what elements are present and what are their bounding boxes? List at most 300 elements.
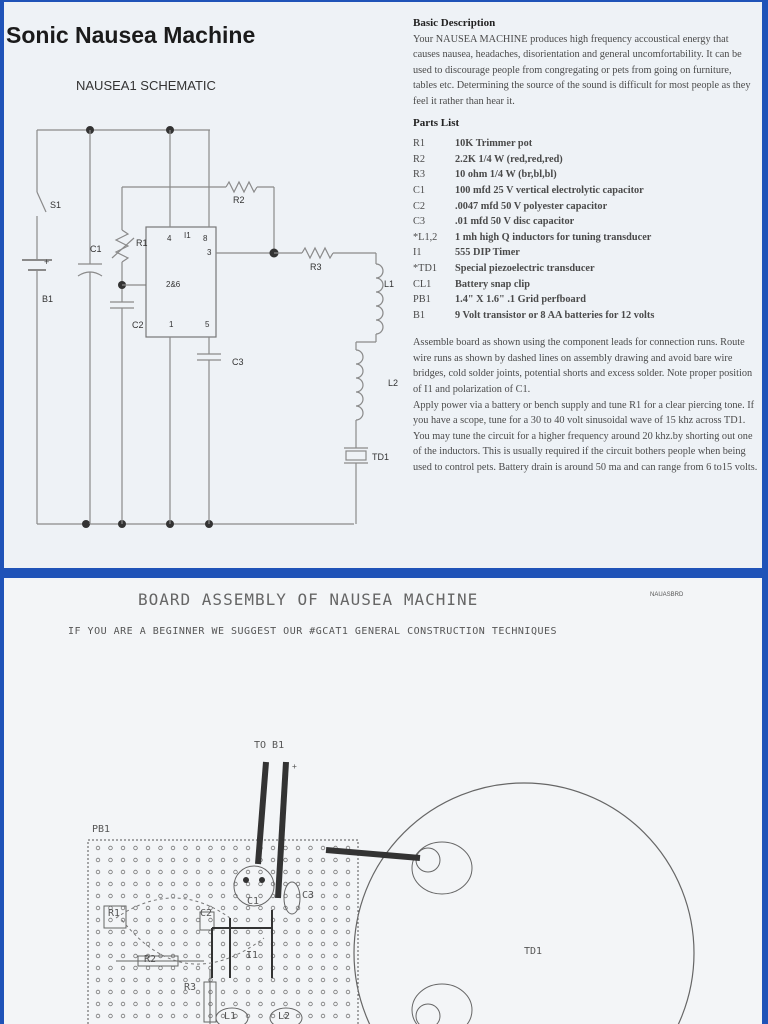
perfboard-hole: [296, 930, 300, 934]
perfboard-hole: [171, 1014, 175, 1018]
perfboard-hole: [196, 894, 200, 898]
parts-heading: Parts List: [413, 116, 460, 129]
perfboard-hole: [159, 882, 163, 886]
perfboard-hole: [334, 930, 338, 934]
perfboard-hole: [221, 846, 225, 850]
i1-label: I1: [246, 950, 259, 961]
perfboard-hole: [234, 858, 238, 862]
part-desc: 10 ohm 1/4 W (br,bl,bl): [455, 169, 557, 181]
schematic-title: NAUSEA1 SCHEMATIC: [76, 78, 216, 93]
perfboard-hole: [171, 966, 175, 970]
perfboard-hole: [121, 978, 125, 982]
perfboard-hole: [159, 1002, 163, 1006]
perfboard-hole: [259, 990, 263, 994]
perfboard-hole: [109, 942, 113, 946]
perfboard-hole: [234, 990, 238, 994]
perfboard-hole: [346, 954, 350, 958]
label-c3: C3: [232, 357, 244, 367]
perfboard-hole: [346, 858, 350, 862]
parts-list-item: [413, 199, 758, 215]
perfboard-hole: [184, 1002, 188, 1006]
resistor-r2: [226, 182, 257, 192]
perfboard-hole: [346, 966, 350, 970]
perfboard-hole: [171, 882, 175, 886]
perfboard-hole: [121, 894, 125, 898]
perfboard-hole: [171, 942, 175, 946]
plus-label: +: [292, 762, 297, 771]
parts-list: [413, 136, 758, 323]
perfboard-hole: [96, 1014, 100, 1018]
assembly-paragraph: Apply power via a battery or bench supply and tune R1 for a clear piercing tone. If you have a scope, tune for a 30 to 40 volt sinusoidal wave of 15 khz across TD1. You may tune the circuit for a higher frequency around 20 khz.by shorting out one of the inductors. This is usually required if the circuit bothers people when being used to control pets. Battery drain is around 50 ma and can range from 6 to15 volts.: [413, 399, 758, 474]
perfboard-hole: [246, 942, 250, 946]
solder-point: [243, 877, 249, 883]
label-pin3: 3: [207, 248, 212, 257]
perfboard-hole: [171, 918, 175, 922]
parts-list-item: [413, 230, 758, 246]
description-body: Your NAUSEA MACHINE produces high frequency accoustical energy that causes nausea, headaches, disorientation and general uncomfortability. It can be used to discourage people from congregating or pets from going on furniture, tables etc. Determining the source of the sound is difficult for most people as they feel it rather than hear it.: [413, 33, 751, 107]
perfboard-hole: [109, 858, 113, 862]
perfboard-hole: [196, 978, 200, 982]
perfboard-hole: [134, 966, 138, 970]
perfboard-hole: [271, 846, 275, 850]
perfboard-hole: [134, 954, 138, 958]
perfboard-hole: [234, 942, 238, 946]
perfboard-hole: [296, 942, 300, 946]
perfboard-hole: [259, 918, 263, 922]
perfboard-hole: [334, 882, 338, 886]
perfboard-hole: [96, 942, 100, 946]
perfboard-hole: [146, 906, 150, 910]
perfboard-hole: [184, 1014, 188, 1018]
part-id: R1: [413, 138, 426, 150]
label-r1: R1: [136, 238, 148, 248]
perfboard-hole: [334, 990, 338, 994]
perfboard-hole: [284, 942, 288, 946]
perfboard-hole: [121, 882, 125, 886]
perfboard-hole: [159, 846, 163, 850]
parts-list-item: [413, 292, 758, 308]
perfboard-hole: [334, 966, 338, 970]
perfboard-hole: [271, 1014, 275, 1018]
c1-label: C1: [247, 896, 260, 907]
part-desc: 555 DIP Timer: [455, 247, 520, 259]
transducer-tab: [412, 984, 472, 1024]
part-desc: Battery snap clip: [455, 278, 530, 290]
perfboard-hole: [309, 954, 313, 958]
label-pin5: 5: [205, 320, 210, 329]
perfboard-hole: [196, 858, 200, 862]
perfboard-hole: [321, 966, 325, 970]
perfboard-hole: [184, 930, 188, 934]
perfboard-hole: [221, 942, 225, 946]
perfboard-hole: [321, 882, 325, 886]
perfboard-hole: [121, 954, 125, 958]
inductor-l2: [356, 350, 363, 420]
perfboard-hole: [146, 942, 150, 946]
perfboard-hole: [221, 882, 225, 886]
perfboard-hole: [259, 942, 263, 946]
perfboard-hole: [159, 966, 163, 970]
perfboard-hole: [109, 882, 113, 886]
perfboard-hole: [346, 1002, 350, 1006]
perfboard-hole: [96, 894, 100, 898]
perfboard-hole: [96, 918, 100, 922]
perfboard-hole: [309, 990, 313, 994]
perfboard-hole: [321, 930, 325, 934]
perfboard-hole: [146, 1014, 150, 1018]
perfboard-hole: [159, 930, 163, 934]
perfboard-hole: [171, 858, 175, 862]
perfboard-hole: [121, 990, 125, 994]
perfboard-hole: [196, 990, 200, 994]
label-plus: +: [44, 257, 50, 267]
perfboard-hole: [121, 870, 125, 874]
perfboard-hole: [159, 918, 163, 922]
perfboard-hole: [159, 858, 163, 862]
perfboard-hole: [321, 942, 325, 946]
perfboard-hole: [346, 906, 350, 910]
perfboard-hole: [109, 1002, 113, 1006]
label-c2: C2: [132, 320, 144, 330]
perfboard-hole: [259, 978, 263, 982]
perfboard-hole: [234, 870, 238, 874]
perfboard-hole: [221, 954, 225, 958]
perfboard-hole: [259, 954, 263, 958]
label-pin8: 8: [203, 234, 208, 243]
part-desc: 100 mfd 25 V vertical electrolytic capacitor: [455, 184, 644, 196]
perfboard-hole: [334, 1014, 338, 1018]
perfboard-hole: [271, 990, 275, 994]
resistor-r1: [116, 230, 128, 262]
perfboard-hole: [96, 966, 100, 970]
perfboard-hole: [134, 990, 138, 994]
perfboard-hole: [309, 906, 313, 910]
perfboard-holes: [96, 846, 350, 1018]
perfboard-hole: [196, 846, 200, 850]
perfboard-hole: [134, 882, 138, 886]
transducer-td1-disc: [354, 783, 694, 1024]
perfboard-hole: [96, 858, 100, 862]
perfboard-hole: [184, 894, 188, 898]
perfboard-hole: [234, 966, 238, 970]
perfboard-hole: [246, 978, 250, 982]
part-desc: .01 mfd 50 V disc capacitor: [455, 216, 575, 228]
perfboard-hole: [296, 858, 300, 862]
label-b1: B1: [42, 294, 54, 304]
perfboard-hole: [171, 894, 175, 898]
part-desc: 1 mh high Q inductors for tuning transducer: [455, 231, 652, 243]
perfboard-hole: [321, 870, 325, 874]
perfboard-hole: [196, 966, 200, 970]
perfboard-hole: [334, 870, 338, 874]
perfboard-hole: [196, 870, 200, 874]
perfboard-hole: [171, 1002, 175, 1006]
r3-label: R3: [184, 982, 197, 993]
label-r2: R2: [233, 195, 245, 205]
perfboard-hole: [96, 978, 100, 982]
perfboard-hole: [121, 846, 125, 850]
perfboard-hole: [246, 990, 250, 994]
parts-list-item: [413, 245, 758, 261]
perfboard-hole: [146, 966, 150, 970]
perfboard-hole: [109, 966, 113, 970]
perfboard-hole: [334, 1002, 338, 1006]
perfboard-hole: [284, 846, 288, 850]
perfboard-hole: [109, 954, 113, 958]
perfboard-hole: [309, 858, 313, 862]
perfboard-hole: [184, 906, 188, 910]
perfboard-hole: [209, 858, 213, 862]
perfboard-hole: [221, 930, 225, 934]
part-desc: 10K Trimmer pot: [455, 138, 533, 150]
perfboard-hole: [121, 930, 125, 934]
perfboard-hole: [346, 978, 350, 982]
battery-lead-positive: [278, 762, 286, 898]
perfboard-hole: [334, 906, 338, 910]
perfboard-hole: [296, 978, 300, 982]
parts-list-item: [413, 136, 758, 152]
l1-label: L1: [224, 1011, 237, 1022]
perfboard-hole: [184, 942, 188, 946]
parts-list-item: [413, 183, 758, 199]
perfboard-hole: [109, 990, 113, 994]
perfboard-hole: [246, 858, 250, 862]
part-id: R2: [413, 153, 426, 165]
perfboard-hole: [96, 846, 100, 850]
perfboard-hole: [221, 966, 225, 970]
part-id: I1: [413, 247, 422, 259]
perfboard-hole: [309, 978, 313, 982]
label-r3: R3: [310, 262, 322, 272]
perfboard-hole: [259, 1002, 263, 1006]
perfboard-hole: [346, 942, 350, 946]
perfboard-hole: [296, 990, 300, 994]
l2-label: L2: [278, 1011, 291, 1022]
part-id: B1: [413, 309, 426, 321]
perfboard-hole: [271, 858, 275, 862]
perfboard-hole: [221, 918, 225, 922]
solder-point: [259, 877, 265, 883]
perfboard-hole: [121, 906, 125, 910]
label-s1: S1: [50, 200, 62, 210]
perfboard-hole: [109, 1014, 113, 1018]
part-id: C3: [413, 216, 426, 228]
label-l1: L1: [384, 279, 395, 289]
perfboard-hole: [134, 918, 138, 922]
perfboard-hole: [171, 906, 175, 910]
perfboard-hole: [221, 990, 225, 994]
perfboard-hole: [296, 954, 300, 958]
perfboard-hole: [159, 942, 163, 946]
perfboard-hole: [346, 918, 350, 922]
perfboard-hole: [321, 990, 325, 994]
perfboard-hole: [146, 870, 150, 874]
perfboard-hole: [234, 978, 238, 982]
perfboard-hole: [209, 870, 213, 874]
perfboard-hole: [309, 1002, 313, 1006]
perfboard-hole: [146, 846, 150, 850]
perfboard-hole: [271, 870, 275, 874]
perfboard-hole: [246, 930, 250, 934]
perfboard-hole: [121, 966, 125, 970]
perfboard-hole: [146, 990, 150, 994]
perfboard-hole: [121, 942, 125, 946]
label-pin26: 2&6: [166, 280, 181, 289]
perfboard-hole: [234, 930, 238, 934]
part-id: C1: [413, 184, 426, 196]
perfboard-hole: [184, 870, 188, 874]
board-title: BOARD ASSEMBLY OF NAUSEA MACHINE: [138, 590, 479, 609]
perfboard-hole: [209, 894, 213, 898]
perfboard-hole: [134, 870, 138, 874]
perfboard-hole: [271, 978, 275, 982]
perfboard-hole: [196, 942, 200, 946]
part-id: CL1: [413, 278, 432, 290]
perfboard-hole: [246, 918, 250, 922]
perfboard-hole: [184, 954, 188, 958]
perfboard-hole: [184, 966, 188, 970]
perfboard-hole: [96, 882, 100, 886]
perfboard-hole: [146, 930, 150, 934]
perfboard-hole: [171, 978, 175, 982]
perfboard-hole: [259, 966, 263, 970]
perfboard-hole: [321, 918, 325, 922]
perfboard-hole: [259, 906, 263, 910]
perfboard-hole: [309, 882, 313, 886]
perfboard-hole: [96, 870, 100, 874]
board-assembly-page: [4, 578, 762, 1024]
perfboard-hole: [134, 858, 138, 862]
perfboard-hole: [346, 930, 350, 934]
perfboard-hole: [346, 870, 350, 874]
parts-list-item: [413, 214, 758, 230]
perfboard-hole: [284, 990, 288, 994]
perfboard-hole: [334, 858, 338, 862]
perfboard-hole: [234, 1002, 238, 1006]
perfboard-hole: [146, 882, 150, 886]
perfboard-hole: [221, 894, 225, 898]
perfboard-hole: [284, 930, 288, 934]
perfboard-hole: [134, 978, 138, 982]
perfboard-hole: [309, 918, 313, 922]
perfboard-hole: [334, 978, 338, 982]
perfboard-hole: [159, 1014, 163, 1018]
perfboard-hole: [159, 894, 163, 898]
perfboard-hole: [96, 990, 100, 994]
perfboard-hole: [309, 870, 313, 874]
part-desc: 9 Volt transistor or 8 AA batteries for 12 volts: [455, 309, 655, 321]
perfboard-hole: [134, 1014, 138, 1018]
perfboard-hole: [159, 990, 163, 994]
perfboard-hole: [296, 966, 300, 970]
perfboard-hole: [196, 1002, 200, 1006]
label-pin4: 4: [167, 234, 172, 243]
beginner-note: IF YOU ARE A BEGINNER WE SUGGEST OUR #GCAT1 GENERAL CONSTRUCTION TECHNIQUES: [68, 626, 558, 637]
perfboard-hole: [221, 858, 225, 862]
perfboard-hole: [259, 894, 263, 898]
perfboard-hole: [109, 870, 113, 874]
assembly-paragraph: Assemble board as shown using the component leads for connection runs. Route wire runs as shown by dashed lines on assembly drawing and avoid bare wire bridges, cold solder joints, potential shorts and excess solder. Note proper position of I1 and polarization of C1.: [413, 337, 753, 396]
parts-list-item: [413, 277, 758, 293]
perfboard-hole: [321, 954, 325, 958]
perfboard-hole: [209, 846, 213, 850]
perfboard-hole: [121, 858, 125, 862]
perfboard-hole: [346, 894, 350, 898]
perfboard-hole: [96, 1002, 100, 1006]
perfboard-hole: [321, 894, 325, 898]
perfboard-hole: [309, 942, 313, 946]
perfboard-hole: [146, 1002, 150, 1006]
perfboard-hole: [259, 1014, 263, 1018]
parts-list-item: [413, 261, 758, 277]
perfboard-hole: [96, 930, 100, 934]
perfboard-hole: [159, 978, 163, 982]
perfboard-hole: [134, 1002, 138, 1006]
label-pin11: I1: [184, 231, 191, 240]
r2-label: R2: [144, 954, 157, 965]
transducer-td1: [346, 451, 366, 460]
td1-label: TD1: [524, 946, 543, 957]
perfboard-hole: [146, 858, 150, 862]
perfboard-hole: [309, 966, 313, 970]
switch-s1: [37, 192, 46, 212]
perfboard-hole: [321, 1014, 325, 1018]
perfboard-hole: [121, 1002, 125, 1006]
perfboard-hole: [221, 870, 225, 874]
perfboard-hole: [259, 870, 263, 874]
board-drawing: [4, 578, 762, 1024]
perfboard-hole: [284, 954, 288, 958]
perfboard-hole: [334, 954, 338, 958]
r1-label: R1: [108, 908, 121, 919]
label-l2: L2: [388, 378, 399, 388]
perfboard-hole: [346, 882, 350, 886]
c2-label: C2: [200, 908, 213, 919]
perfboard-hole: [321, 1002, 325, 1006]
perfboard-hole: [196, 882, 200, 886]
label-pin1: 1: [169, 320, 174, 329]
perfboard-hole: [309, 930, 313, 934]
perfboard-hole: [346, 1014, 350, 1018]
perfboard-hole: [284, 978, 288, 982]
perfboard-hole: [346, 990, 350, 994]
perfboard-hole: [221, 906, 225, 910]
description-column: [413, 16, 758, 476]
transducer-wire: [326, 850, 420, 858]
part-desc: 2.2K 1/4 W (red,red,red): [455, 153, 563, 165]
part-id: PB1: [413, 294, 431, 306]
perfboard-hole: [246, 966, 250, 970]
perfboard-hole: [184, 846, 188, 850]
transducer-terminal: [416, 1004, 440, 1024]
perfboard-hole: [171, 870, 175, 874]
wire-run-dashed: [116, 898, 230, 918]
perfboard-hole: [296, 918, 300, 922]
perfboard-hole: [309, 1014, 313, 1018]
perfboard-hole: [159, 906, 163, 910]
parts-list-item: [413, 167, 758, 183]
perfboard-hole: [209, 882, 213, 886]
perfboard-hole: [159, 870, 163, 874]
perfboard-hole: [334, 942, 338, 946]
perfboard-hole: [109, 978, 113, 982]
perfboard-hole: [221, 1002, 225, 1006]
perfboard-hole: [196, 954, 200, 958]
perfboard-hole: [234, 846, 238, 850]
perfboard-hole: [284, 870, 288, 874]
perfboard-hole: [321, 978, 325, 982]
perfboard-hole: [259, 930, 263, 934]
